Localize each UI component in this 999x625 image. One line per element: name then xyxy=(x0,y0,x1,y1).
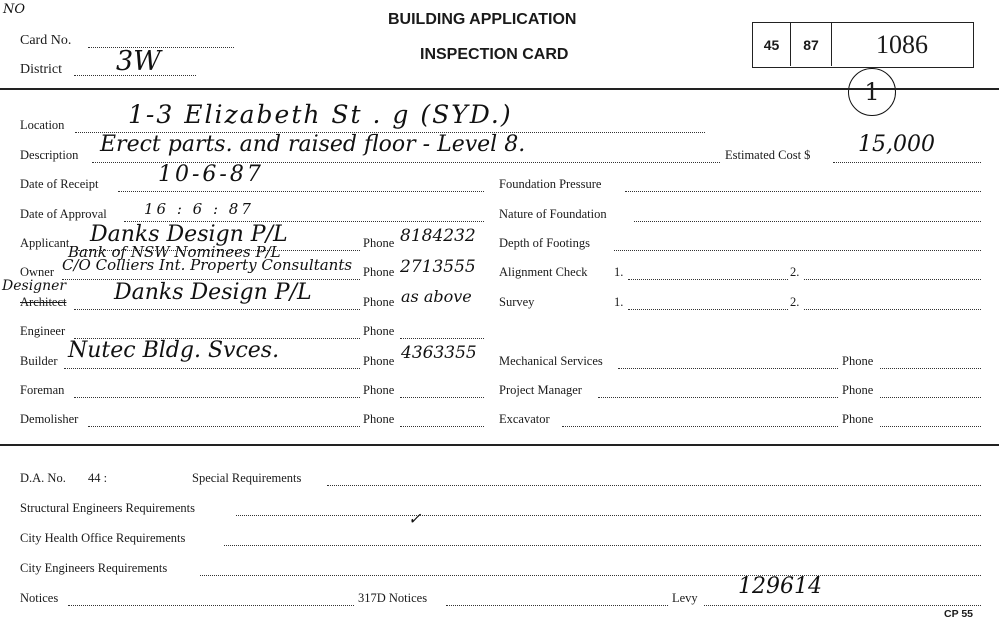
location-value: 1-3 Elizabeth St . g (SYD.) xyxy=(128,100,513,129)
card-no-line xyxy=(88,47,234,48)
survey-2-line xyxy=(804,309,981,310)
project-manager-phone-label: Phone xyxy=(842,383,874,397)
excavator-phone-line xyxy=(880,426,981,427)
date-approval-label: Date of Approval xyxy=(20,207,107,221)
date-receipt-value: 10-6-87 xyxy=(158,162,264,187)
district-label: District xyxy=(20,62,62,77)
engineer-phone-label: Phone xyxy=(363,324,395,338)
engineer-phone-line xyxy=(400,338,484,339)
foreman-line xyxy=(74,397,360,398)
card-number-box xyxy=(752,22,974,68)
levy-value: 129614 xyxy=(738,574,822,599)
excavator-label: Excavator xyxy=(499,412,550,426)
alignment-check-label: Alignment Check xyxy=(499,265,588,279)
alignment-check-1-line xyxy=(628,279,788,280)
architect-value: Danks Design P/L xyxy=(114,280,312,305)
builder-line xyxy=(64,368,360,369)
foreman-label: Foreman xyxy=(20,383,65,397)
levy-label: Levy xyxy=(672,591,698,605)
box-a xyxy=(753,23,791,66)
foreman-phone-line xyxy=(400,397,484,398)
builder-label: Builder xyxy=(20,354,58,368)
owner-value-line2: C/O Colliers Int. Property Consultants xyxy=(62,256,353,274)
top-divider xyxy=(0,88,999,90)
depth-footings-label: Depth of Footings xyxy=(499,236,590,250)
owner-phone-label: Phone xyxy=(363,265,395,279)
excavator-phone-label: Phone xyxy=(842,412,874,426)
architect-label: Architect xyxy=(20,295,67,309)
form-code: CP 55 xyxy=(944,608,973,620)
foundation-pressure-line xyxy=(625,191,981,192)
applicant-phone-label: Phone xyxy=(363,236,395,250)
bottom-divider xyxy=(0,444,999,446)
project-manager-phone-line xyxy=(880,397,981,398)
date-approval-value: 16 : 6 : 87 xyxy=(144,200,254,218)
mechanical-phone-line xyxy=(880,368,981,369)
demolisher-phone-label: Phone xyxy=(363,412,395,426)
health-requirements-line xyxy=(224,545,981,546)
engineer-label: Engineer xyxy=(20,324,66,338)
estimated-cost-value: 15,000 xyxy=(858,132,935,157)
mechanical-line xyxy=(618,368,838,369)
nature-foundation-line xyxy=(634,221,981,222)
builder-phone-value: 4363355 xyxy=(401,343,477,363)
estimated-cost-label: Estimated Cost $ xyxy=(725,148,811,162)
date-receipt-label: Date of Receipt xyxy=(20,177,99,191)
mechanical-label: Mechanical Services xyxy=(499,354,603,368)
circled-number xyxy=(848,68,896,116)
architect-phone-value: as above xyxy=(401,287,472,306)
levy-line xyxy=(704,605,981,606)
survey-2: 2. xyxy=(790,295,800,309)
special-requirements-line xyxy=(327,485,981,486)
foundation-pressure-label: Foundation Pressure xyxy=(499,177,602,191)
notices-line xyxy=(68,605,354,606)
alignment-check-2: 2. xyxy=(790,265,800,279)
project-manager-line xyxy=(598,397,838,398)
description-value: Erect parts. and raised floor - Level 8. xyxy=(100,132,526,157)
survey-label: Survey xyxy=(499,295,535,309)
notices-label: Notices xyxy=(20,591,59,605)
builder-value: Nutec Bldg. Svces. xyxy=(68,338,280,363)
estimated-cost-line xyxy=(833,162,981,163)
demolisher-line xyxy=(88,426,360,427)
owner-label: Owner xyxy=(20,265,55,279)
card-number xyxy=(832,23,972,66)
mechanical-phone-label: Phone xyxy=(842,354,874,368)
alignment-check-1: 1. xyxy=(614,265,624,279)
card-number-value: 1086 xyxy=(876,29,928,59)
form-title-line1: BUILDING APPLICATION xyxy=(388,11,577,28)
demolisher-label: Demolisher xyxy=(20,412,79,426)
structural-check-mark: ✓ xyxy=(408,509,422,528)
box-b xyxy=(791,23,832,66)
applicant-value: Danks Design P/L xyxy=(90,222,288,247)
architect-note: Designer xyxy=(2,278,67,294)
excavator-line xyxy=(562,426,838,427)
nature-foundation-label: Nature of Foundation xyxy=(499,207,607,221)
foreman-phone-label: Phone xyxy=(363,383,395,397)
description-label: Description xyxy=(20,148,79,162)
architect-phone-label: Phone xyxy=(363,295,395,309)
builder-phone-label: Phone xyxy=(363,354,395,368)
city-engineers-label: City Engineers Requirements xyxy=(20,561,168,575)
card-no-label: Card No. xyxy=(20,33,72,48)
demolisher-phone-line xyxy=(400,426,484,427)
notices-317d-label: 317D Notices xyxy=(358,591,428,605)
district-value: 3W xyxy=(116,46,161,77)
depth-footings-line xyxy=(614,250,981,251)
health-requirements-label: City Health Office Requirements xyxy=(20,531,186,545)
applicant-label: Applicant xyxy=(20,236,70,250)
location-label: Location xyxy=(20,118,65,132)
city-engineers-line xyxy=(200,575,981,576)
corner-note: NO xyxy=(3,2,26,17)
box-b-value: 87 xyxy=(803,36,819,53)
project-manager-label: Project Manager xyxy=(499,383,582,397)
architect-line xyxy=(74,309,360,310)
da-value: 44 : xyxy=(88,471,108,485)
da-label: D.A. No. xyxy=(20,471,66,485)
survey-1-line xyxy=(628,309,788,310)
structural-requirements-label: Structural Engineers Requirements xyxy=(20,501,195,515)
alignment-check-2-line xyxy=(804,279,981,280)
date-receipt-line xyxy=(118,191,484,192)
owner-phone-value: 2713555 xyxy=(400,257,476,277)
applicant-phone-value: 8184232 xyxy=(400,226,476,246)
special-requirements-label: Special Requirements xyxy=(192,471,302,485)
structural-requirements-line xyxy=(236,515,981,516)
circled-number-value: 1 xyxy=(864,78,880,106)
owner-value-line1: Bank of NSW Nominees P/L xyxy=(68,243,281,261)
box-a-value: 45 xyxy=(763,36,780,53)
survey-1: 1. xyxy=(614,295,624,309)
notices-317d-line xyxy=(446,605,668,606)
form-title-line2: INSPECTION CARD xyxy=(420,46,569,63)
